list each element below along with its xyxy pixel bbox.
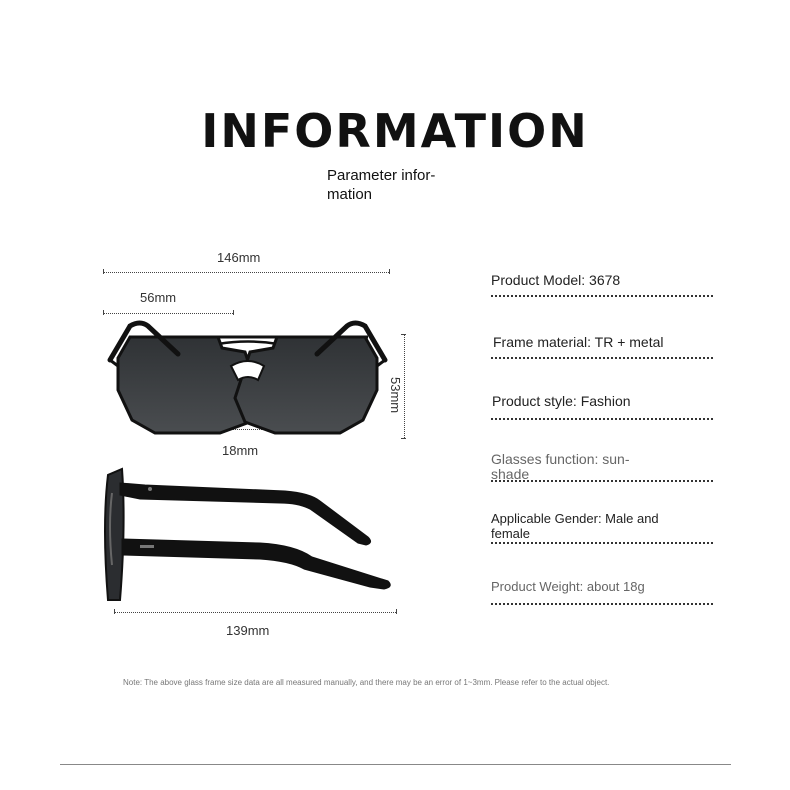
- spec-applicable-gender: Applicable Gender: Male and female: [491, 511, 659, 541]
- spec-product-style: Product style: Fashion: [492, 393, 631, 409]
- spec-divider: [491, 480, 713, 482]
- temple-length-label: 139mm: [226, 623, 270, 638]
- spec-frame-material: Frame material: TR + metal: [493, 334, 664, 350]
- glasses-side-image: [100, 465, 400, 605]
- spec-product-model: Product Model: 3678: [491, 272, 621, 288]
- temple-length-tick-right: [396, 609, 397, 614]
- total-width-label: 146mm: [217, 250, 261, 265]
- spec-divider: [491, 418, 713, 420]
- total-width-line: [103, 272, 389, 273]
- lens-width-label: 56mm: [140, 290, 177, 305]
- bridge-label: 18mm: [222, 443, 259, 458]
- temple-length-tick-left: [114, 609, 115, 614]
- lens-height-label: 53mm: [388, 377, 403, 414]
- lens-height-tick-top: [401, 334, 406, 335]
- lens-width-tick-right: [233, 310, 234, 315]
- bottom-divider: [60, 764, 731, 765]
- spec-divider: [491, 295, 713, 297]
- spec-glasses-function: Glasses function: sun- shade: [491, 451, 630, 482]
- measurement-note: Note: The above glass frame size data are all measured manually, and there may be an error of 1~3mm. Please refer to the actual object.: [123, 678, 610, 687]
- spec-divider: [491, 357, 713, 359]
- glasses-front-image: [100, 318, 395, 438]
- lens-width-tick-left: [103, 310, 104, 315]
- spec-product-weight: Product Weight: about 18g: [491, 579, 645, 594]
- page-title: INFORMATION: [201, 104, 589, 158]
- page-subtitle: Parameter infor- mation: [327, 167, 436, 203]
- temple-length-line: [114, 612, 396, 613]
- spec-divider: [491, 542, 713, 544]
- spec-divider: [491, 603, 713, 605]
- total-width-tick-left: [103, 269, 104, 274]
- lens-height-tick-bottom: [401, 438, 406, 439]
- total-width-tick-right: [389, 269, 390, 274]
- lens-height-line: [404, 334, 405, 438]
- lens-width-line: [103, 313, 233, 314]
